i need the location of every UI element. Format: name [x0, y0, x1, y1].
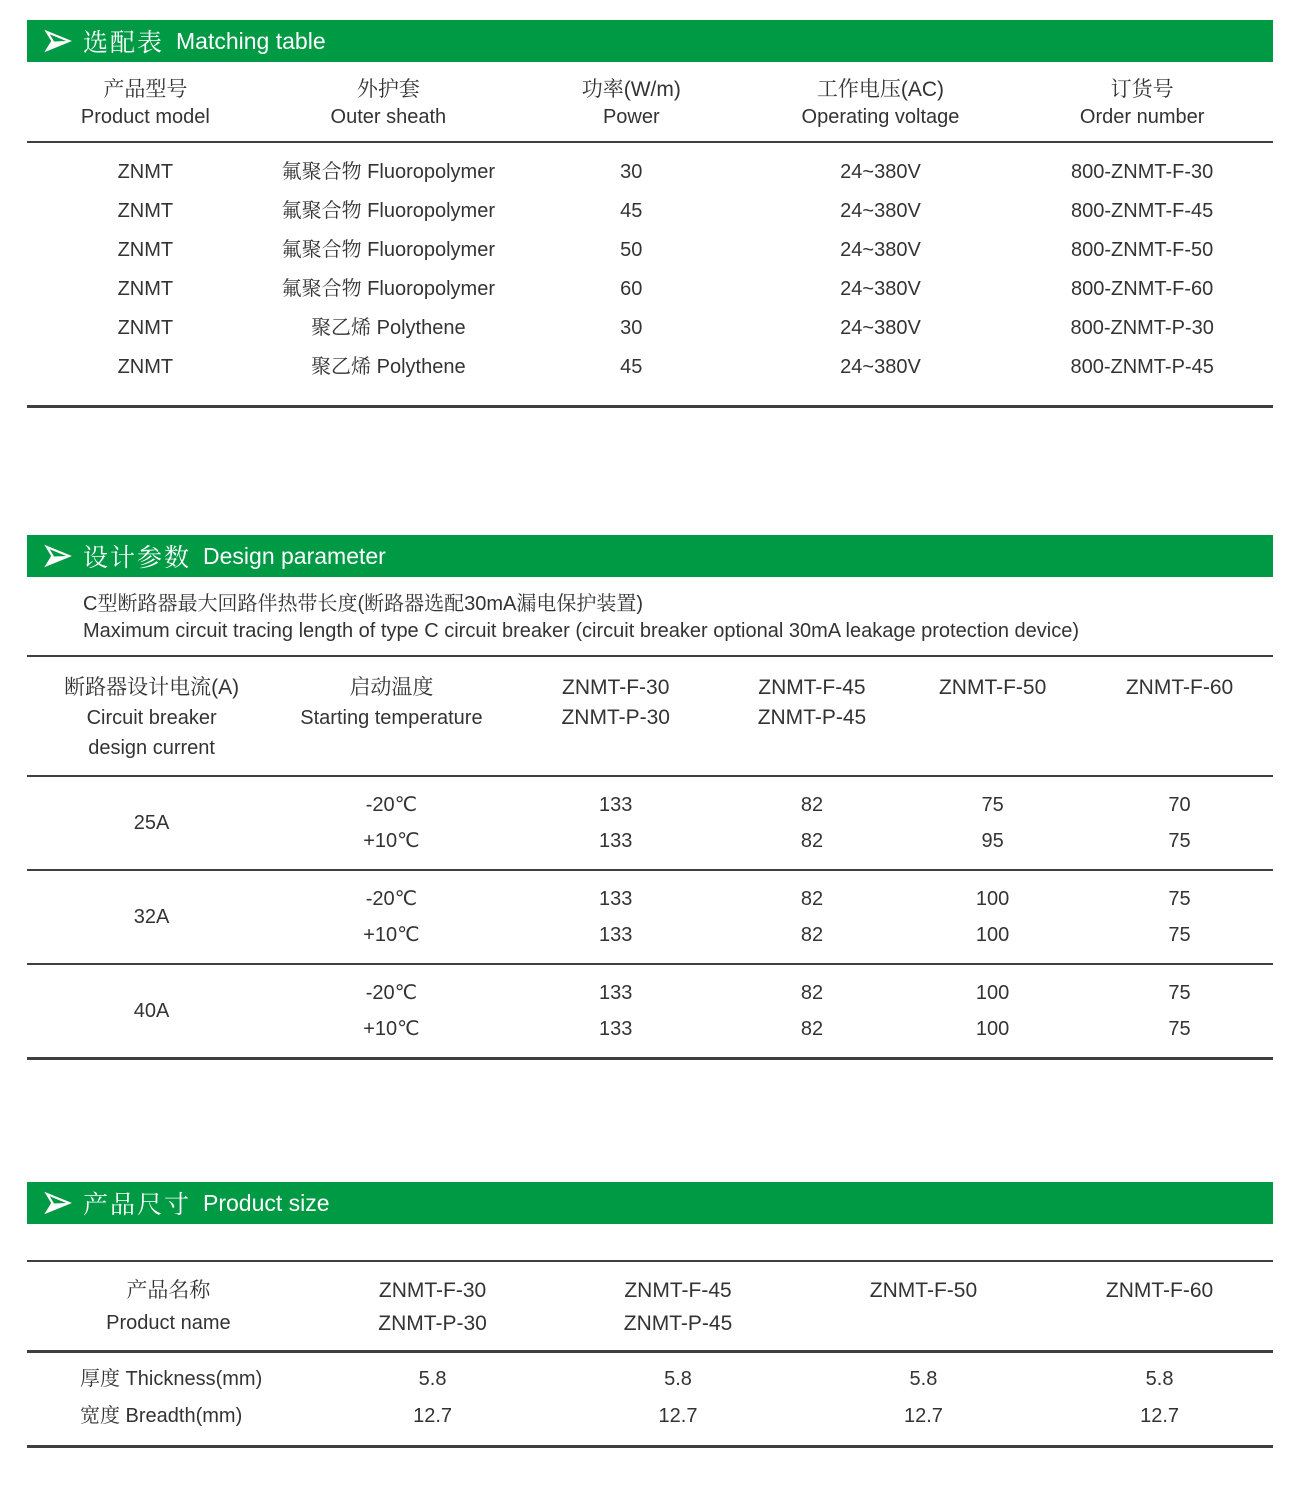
table-cell: 30	[620, 317, 643, 339]
table-cell: 聚乙烯 Polythene	[311, 356, 466, 378]
table-cell: 24~380V	[840, 161, 921, 183]
col-header-outer-sheath: 外护套 Outer sheath	[330, 78, 447, 128]
table-cell: 800-ZNMT-F-60	[1071, 278, 1214, 300]
col-header-znmt-30: ZNMT-F-30 ZNMT-P-30	[378, 1279, 487, 1335]
col-header-znmt-45: ZNMT-F-45 ZNMT-P-45	[623, 1279, 733, 1335]
table-cell: 95	[981, 830, 1004, 852]
table-cell: 82	[800, 924, 824, 946]
table-cell: 133	[599, 924, 633, 946]
table-cell: 氟聚合物 Fluoropolymer	[281, 278, 496, 300]
col-header-product-model: 产品型号 Product model	[80, 78, 210, 128]
table-group-25a	[27, 777, 1273, 869]
table-group-40a	[27, 963, 1273, 1057]
table-cell: 800-ZNMT-P-45	[1070, 356, 1214, 378]
col-header-order-number: 订货号 Order number	[1079, 78, 1205, 128]
design-note-zh: C型断路器最大回路伴热带长度(断路器选配30mA漏电保护装置)	[83, 593, 644, 615]
product-size-header	[27, 1262, 1273, 1353]
table-cell: 82	[800, 982, 824, 1004]
col-header-circuit-breaker-current: 断路器设计电流(A) Circuit breaker design current	[64, 676, 240, 759]
col-header-znmt-30: ZNMT-F-30 ZNMT-P-30	[561, 676, 670, 729]
design-note	[27, 577, 1273, 655]
table-cell: 75	[981, 794, 1004, 816]
table-group-32a	[27, 869, 1273, 963]
table-cell: 5.8	[909, 1368, 938, 1390]
matching-table-body	[27, 143, 1273, 408]
table-cell: 133	[599, 888, 633, 910]
col-header-znmt-45: ZNMT-F-45 ZNMT-P-45	[757, 676, 867, 729]
table-cell: 75	[1168, 982, 1191, 1004]
table-cell: 82	[800, 794, 824, 816]
col-header-starting-temperature: 启动温度 Starting temperature	[300, 676, 483, 729]
temp-cell: -20℃	[365, 888, 418, 910]
table-row	[27, 231, 1273, 270]
row-label: 厚度 Thickness(mm)	[80, 1368, 263, 1390]
section-title-en: Matching table	[176, 27, 326, 54]
table-cell: ZNMT	[117, 317, 174, 339]
arrowhead-icon	[43, 1189, 73, 1217]
table-cell: 75	[1168, 830, 1191, 852]
table-cell: 100	[975, 924, 1010, 946]
arrowhead-icon	[43, 27, 73, 55]
table-cell: 800-ZNMT-F-50	[1071, 239, 1214, 261]
table-cell: 100	[975, 888, 1010, 910]
col-header-operating-voltage: 工作电压(AC) Operating voltage	[801, 78, 960, 128]
table-cell: 800-ZNMT-F-45	[1071, 200, 1214, 222]
table-cell: 聚乙烯 Polythene	[311, 317, 466, 339]
col-header-znmt-f-50: ZNMT-F-50	[869, 1279, 978, 1302]
table-row-thickness	[27, 1361, 1273, 1398]
design-note-en: Maximum circuit tracing length of type C circuit breaker (circuit breaker optional 30mA leakage protection device)	[83, 620, 1079, 642]
temp-cell: +10℃	[363, 830, 420, 852]
temp-cell: -20℃	[365, 794, 418, 816]
table-cell: 45	[620, 200, 643, 222]
section-header-product-size	[27, 1182, 1273, 1224]
table-cell: 24~380V	[840, 278, 921, 300]
table-cell: 133	[599, 1018, 633, 1040]
col-header-znmt-f-50: ZNMT-F-50	[938, 676, 1047, 699]
col-header-znmt-f-60: ZNMT-F-60	[1105, 1279, 1214, 1302]
design-table-header	[27, 657, 1273, 777]
section-title-zh: 设计参数	[83, 544, 192, 572]
table-cell: 82	[800, 830, 824, 852]
table-cell: 24~380V	[840, 356, 921, 378]
table-cell: 12.7	[1140, 1405, 1180, 1427]
table-cell: 100	[975, 982, 1010, 1004]
table-cell: 氟聚合物 Fluoropolymer	[281, 161, 496, 183]
section-title-zh: 产品尺寸	[83, 1191, 192, 1219]
table-cell: 82	[800, 888, 824, 910]
table-cell: ZNMT	[117, 200, 174, 222]
table-cell: 12.7	[903, 1405, 943, 1427]
table-cell: ZNMT	[117, 239, 174, 261]
table-cell: 50	[620, 239, 643, 261]
table-cell: 800-ZNMT-F-30	[1071, 161, 1214, 183]
table-cell: 133	[599, 830, 633, 852]
table-row	[27, 309, 1273, 348]
product-size-body	[27, 1353, 1273, 1448]
table-cell: 100	[975, 1018, 1010, 1040]
matching-table-header	[27, 62, 1273, 143]
table-row-breadth	[27, 1398, 1273, 1435]
table-cell: 133	[599, 794, 633, 816]
table-cell: 82	[800, 1018, 824, 1040]
table-cell: 5.8	[418, 1368, 447, 1390]
table-cell: ZNMT	[117, 161, 174, 183]
table-cell: 800-ZNMT-P-30	[1070, 317, 1214, 339]
table-cell: 24~380V	[840, 239, 921, 261]
table-cell: 5.8	[1145, 1368, 1174, 1390]
table-cell: 24~380V	[840, 317, 921, 339]
table-row	[27, 153, 1273, 192]
table-cell: 133	[599, 982, 633, 1004]
table-row	[27, 192, 1273, 231]
table-row	[27, 270, 1273, 309]
temp-cell: +10℃	[363, 1018, 420, 1040]
design-table-body	[27, 777, 1273, 1060]
table-cell: 氟聚合物 Fluoropolymer	[281, 200, 496, 222]
table-cell: 45	[620, 356, 643, 378]
design-parameter-table	[27, 655, 1273, 1060]
section-header-matching-table	[27, 20, 1273, 62]
table-cell: 12.7	[658, 1405, 698, 1427]
table-cell: 30	[620, 161, 643, 183]
section-title-en: Design parameter	[203, 542, 386, 569]
table-cell: 75	[1168, 888, 1191, 910]
col-header-product-name: 产品名称 Product name	[106, 1279, 231, 1334]
current-label: 40A	[133, 1000, 170, 1022]
row-label: 宽度 Breadth(mm)	[80, 1405, 243, 1427]
table-cell: 75	[1168, 1018, 1191, 1040]
col-header-power: 功率(W/m) Power	[581, 78, 681, 128]
product-size-table	[27, 1260, 1273, 1448]
table-cell: ZNMT	[117, 278, 174, 300]
table-cell: 12.7	[413, 1405, 453, 1427]
col-header-znmt-f-60: ZNMT-F-60	[1125, 676, 1234, 699]
current-label: 32A	[133, 906, 170, 928]
table-cell: 60	[620, 278, 643, 300]
temp-cell: -20℃	[365, 982, 418, 1004]
table-cell: 24~380V	[840, 200, 921, 222]
section-title-en: Product size	[203, 1189, 330, 1216]
datasheet-page	[0, 20, 1300, 1497]
table-cell: 70	[1168, 794, 1191, 816]
table-cell: 5.8	[664, 1368, 692, 1390]
current-label: 25A	[133, 812, 170, 834]
table-row	[27, 348, 1273, 387]
arrowhead-icon	[43, 542, 73, 570]
table-cell: 氟聚合物 Fluoropolymer	[281, 239, 496, 261]
table-cell: ZNMT	[117, 356, 174, 378]
table-cell: 75	[1168, 924, 1191, 946]
section-title-zh: 选配表	[83, 29, 165, 57]
temp-cell: +10℃	[363, 924, 420, 946]
section-header-design-parameter	[27, 535, 1273, 577]
